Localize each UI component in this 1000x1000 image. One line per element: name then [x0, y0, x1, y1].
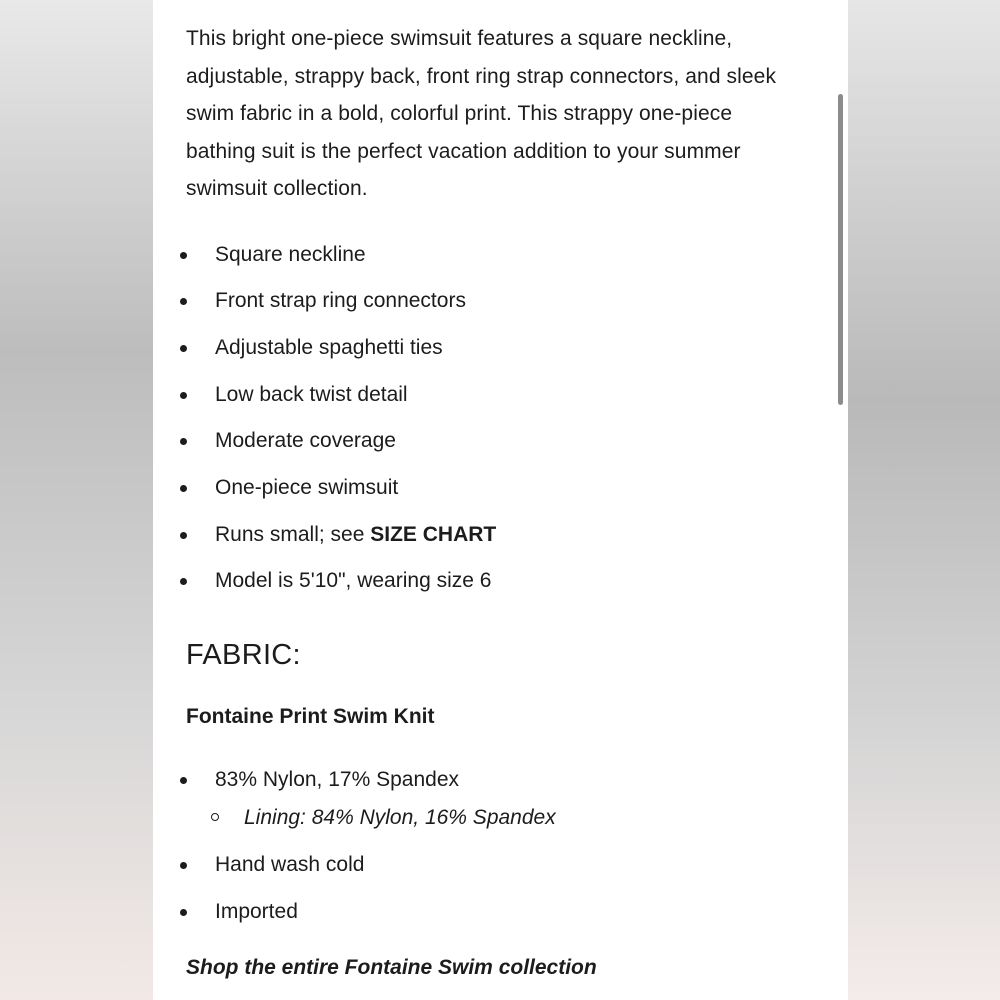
- background-left: [0, 0, 153, 1000]
- fabric-origin: Imported: [186, 893, 796, 931]
- fabric-care: Hand wash cold: [186, 846, 796, 884]
- product-details-panel: [153, 0, 848, 1000]
- fabric-list: [186, 761, 796, 931]
- feature-item: Moderate coverage: [186, 418, 796, 465]
- feature-item: Square neckline: [186, 232, 796, 279]
- scrollbar-thumb[interactable]: [838, 94, 843, 405]
- product-details-content: [186, 20, 796, 983]
- background-right: [848, 0, 1000, 1000]
- fabric-composition-item: [186, 761, 796, 837]
- feature-item: One-piece swimsuit: [186, 465, 796, 512]
- feature-item: Front strap ring connectors: [186, 278, 796, 325]
- feature-item-size: [186, 512, 796, 559]
- fabric-name: Fontaine Print Swim Knit: [186, 705, 435, 729]
- feature-item: Low back twist detail: [186, 372, 796, 419]
- fabric-lining: Lining: 84% Nylon, 16% Spandex: [215, 799, 796, 837]
- fabric-heading: FABRIC:: [186, 639, 301, 672]
- size-chart-link[interactable]: SIZE CHART: [370, 522, 497, 546]
- feature-item-model: Model is 5'10", wearing size 6: [186, 558, 796, 605]
- feature-list: [186, 232, 796, 606]
- shop-collection-link[interactable]: Shop the entire Fontaine Swim collection: [186, 956, 597, 980]
- size-note-text: Runs small; see: [215, 522, 371, 546]
- fabric-sublist: [215, 799, 796, 837]
- feature-item: Adjustable spaghetti ties: [186, 325, 796, 372]
- product-description: This bright one-piece swimsuit features a square neckline, adjustable, strappy back, front ring strap connectors, and sleek swim fabric in a bold, colorful print. This strappy one-piece bathing suit is the perfect vacation addition to your summer swimsuit collection.: [186, 27, 777, 200]
- fabric-composition: 83% Nylon, 17% Spandex: [215, 768, 459, 792]
